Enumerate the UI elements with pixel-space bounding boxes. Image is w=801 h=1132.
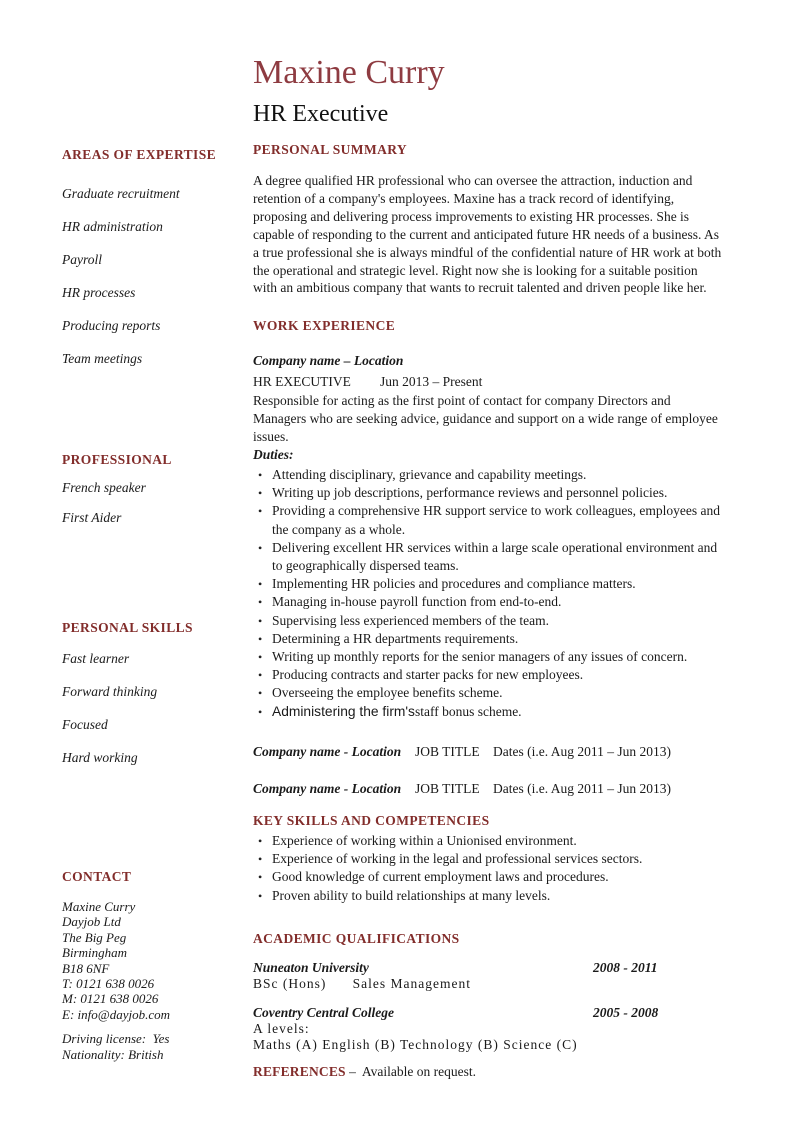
key-skill-item: • Proven ability to build relationships at many levels. [253, 887, 723, 905]
contact-line: E: info@dayjob.com [62, 1006, 170, 1022]
current-job-company: Company name – Location [253, 353, 404, 368]
education-detail: BSc (Hons) Sales Management [253, 976, 471, 991]
section-heading-contact: CONTACT [62, 869, 132, 884]
personal-skill-item: Hard working [62, 750, 138, 765]
education-row [253, 960, 723, 976]
current-job-dates: Jun 2013 – Present [380, 374, 483, 389]
candidate-job-title: HR Executive [253, 101, 389, 127]
section-heading-professional: PROFESSIONAL [62, 452, 172, 467]
section-heading-academic-qualifications: ACADEMIC QUALIFICATIONS [253, 931, 460, 946]
contact-line: T: 0121 638 0026 [62, 976, 155, 992]
section-heading-areas-of-expertise: AREAS OF EXPERTISE [62, 147, 217, 162]
education-entry-1 [253, 960, 723, 992]
section-heading-key-skills: KEY SKILLS AND COMPETENCIES [253, 813, 490, 828]
contact-line: The Big Peg [62, 929, 127, 945]
professional-list [62, 481, 247, 525]
duty-item: • Providing a comprehensive HR support service to work colleagues, employees and the company as a whole. [253, 502, 723, 538]
key-skill-item: • Experience of working within a Unionised environment. [253, 832, 723, 850]
professional-item: First Aider [62, 510, 122, 525]
duty-sans-part: Administering the firm's [272, 703, 415, 719]
expertise-item: HR processes [62, 285, 136, 300]
contact-extra-lines [62, 1031, 247, 1062]
sidebar-section-contact [62, 869, 247, 1062]
current-job-title: HR EXECUTIVE [253, 374, 351, 389]
duties-block [253, 466, 723, 721]
previous-job-company: Company name - Location [253, 781, 402, 796]
previous-jobs [253, 744, 723, 818]
key-skills-list [253, 832, 723, 905]
education-detail: Maths (A) English (B) Technology (B) Science (C) [253, 1036, 578, 1052]
previous-job-dates: Dates (i.e. Aug 2011 – Jun 2013) [493, 744, 671, 759]
previous-job-company: Company name - Location [253, 744, 402, 759]
duty-item-mixed-font [253, 703, 723, 721]
references-text: – Available on request. [349, 1064, 476, 1079]
school-name: Nuneaton University [253, 960, 369, 975]
expertise-item: Graduate recruitment [62, 186, 180, 201]
contact-extra-line: Driving license: Yes [62, 1031, 170, 1047]
duties-list [253, 466, 723, 703]
education-row [253, 1005, 723, 1021]
previous-job-row [253, 744, 723, 762]
duty-item: • Producing contracts and starter packs for new employees. [253, 666, 723, 684]
expertise-item: Team meetings [62, 351, 143, 366]
duty-item: • Implementing HR policies and procedures and compliance matters. [253, 575, 723, 593]
section-heading-personal-summary: PERSONAL SUMMARY [253, 142, 408, 157]
expertise-item: Payroll [62, 252, 102, 267]
section-heading-work-experience: WORK EXPERIENCE [253, 318, 396, 333]
key-skill-item: • Good knowledge of current employment laws and procedures. [253, 868, 723, 886]
duty-item: • Supervising less experienced members of the team. [253, 612, 723, 630]
personal-skill-item: Forward thinking [62, 684, 158, 699]
contact-line: Birmingham [62, 945, 127, 961]
references-line [253, 1064, 723, 1080]
contact-line: M: 0121 638 0026 [62, 991, 159, 1007]
duty-last-wrap [253, 703, 723, 721]
current-job-description: Responsible for acting as the first point of contact for company Directors and Managers who are seeking advice, guidance and support on a wide range of employee issues. [253, 393, 718, 444]
candidate-name: Maxine Curry [253, 54, 445, 91]
key-skill-item: • Experience of working in the legal and professional services sectors. [253, 850, 723, 868]
duty-item: • Overseeing the employee benefits scheme. [253, 684, 723, 702]
school-dates: 2005 - 2008 [593, 1005, 659, 1020]
contact-extra-line: Nationality: British [62, 1046, 164, 1062]
previous-job-title: JOB TITLE [415, 781, 480, 796]
personal-skills-list [62, 652, 247, 765]
duty-item: • Delivering excellent HR services within a large scale operational environment and to geographically dispersed teams. [253, 539, 723, 575]
sidebar-section-personal-skills [62, 620, 247, 784]
references-heading: REFERENCES [253, 1064, 346, 1079]
contact-line: B18 6NF [62, 960, 110, 976]
current-job-title-row [253, 374, 723, 392]
duty-item: • Attending disciplinary, grievance and capability meetings. [253, 466, 723, 484]
section-heading-personal-skills: PERSONAL SKILLS [62, 620, 193, 635]
previous-job-row [253, 781, 723, 799]
school-name: Coventry Central College [253, 1005, 394, 1020]
personal-skill-item: Focused [62, 717, 108, 732]
contact-lines [62, 899, 247, 1022]
duty-item: • Determining a HR departments requirements. [253, 630, 723, 648]
areas-of-expertise-list [62, 187, 247, 366]
contact-line: Dayjob Ltd [62, 914, 121, 930]
personal-summary-text: A degree qualified HR professional who can oversee the attraction, induction and retention of a company's employees. Maxine has a track record of identifying, proposing and delivering process improvements to existing HR processes. She is capable of responding to the current and anticipated future HR needs of a business. As a true professional she is always mindful of the confidential nature of HR work at both the operational and strategic level. Right now she is looking for a suitable position with an ambitious company that wants to recruit talented and driven people like her. [253, 173, 722, 296]
education-detail: A levels: [253, 1021, 310, 1036]
contact-line: Maxine Curry [62, 899, 136, 914]
education-entry-2 [253, 1005, 723, 1053]
personal-skill-item: Fast learner [62, 651, 130, 666]
duty-item: • Writing up job descriptions, performance reviews and personnel policies. [253, 484, 723, 502]
school-dates: 2008 - 2011 [593, 960, 658, 975]
key-skills-block [253, 832, 723, 905]
expertise-item: HR administration [62, 219, 163, 234]
sidebar-section-areas-of-expertise [62, 147, 247, 385]
sidebar-section-professional [62, 452, 247, 541]
professional-item: French speaker [62, 480, 146, 495]
previous-job-dates: Dates (i.e. Aug 2011 – Jun 2013) [493, 781, 671, 796]
duty-item: • Managing in-house payroll function from end-to-end. [253, 593, 723, 611]
duties-label: Duties: [253, 447, 294, 462]
duty-serif-part: staff bonus scheme. [414, 703, 522, 719]
duty-item: • Writing up monthly reports for the senior managers of any issues of concern. [253, 648, 723, 666]
previous-job-title: JOB TITLE [415, 744, 480, 759]
expertise-item: Producing reports [62, 318, 161, 333]
